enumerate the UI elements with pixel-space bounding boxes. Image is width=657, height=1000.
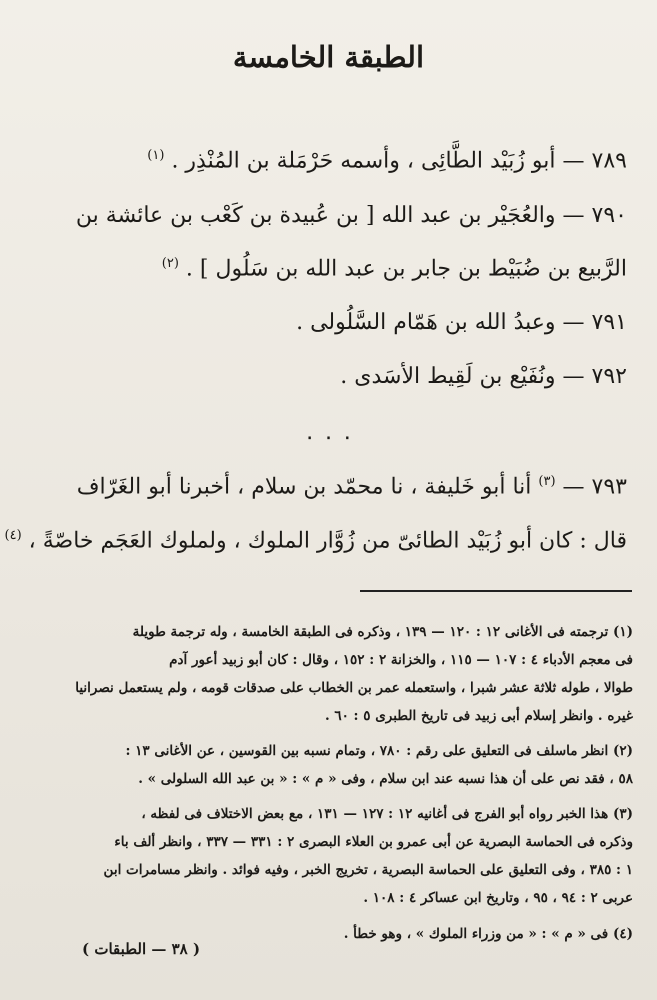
footnotes (20, 737, 633, 793)
entry-793-continued (5, 528, 627, 553)
footnotes (20, 618, 633, 730)
footnote-ref: (٢) (161, 256, 179, 271)
section-heading: الطبقة الخامسة (232, 40, 425, 74)
entry-789 (147, 148, 627, 173)
entry-text: ونُفَيْع بن لَقِيط الأسَدى . (340, 364, 556, 389)
footnote-line: غيره . وانظر إسلام أبى زبيد فى تاريخ الطبرى ٥ : ٦٠ . (324, 708, 633, 724)
footnote-line: ٥٨ ، فقد نص على أن هذا نسبه عند ابن سلام ، وفى « م » : « بن عبد الله السلولى » . (138, 771, 633, 787)
entry-number: ٧٩١ — (562, 310, 627, 335)
entry-text: وعبدُ الله بن هَمّام السَّلُولى . (296, 310, 556, 335)
entry-790 (76, 203, 627, 228)
section-separator: ٠ ٠ ٠ (303, 425, 354, 450)
footnote-line: طوالا ، طوله ثلاثة عشر شبرا ، واستعمله عمر بن الخطاب على صدقات قومه ، ولم يستعمل نصرانيا (75, 680, 633, 696)
footnote-ref: (٣) (538, 474, 556, 489)
entry-793 (77, 474, 627, 499)
entry-text: الرَّبيع بن ضُبَيْط بن جابر بن عبد الله بن سَلُول ] . (185, 256, 627, 282)
footnote-divider (360, 590, 632, 592)
entry-792 (340, 364, 627, 389)
entry-text: أنا أبو خَليفة ، نا محمّد بن سلام ، أخبرنا أبو الغَرّاف (76, 474, 532, 500)
entry-790-continued (162, 256, 627, 281)
footnote-line: (١) ترجمته فى الأغانى ١٢ : ١٢٠ — ١٣٩ ، وذكره فى الطبقة الخامسة ، وله ترجمة طويلة (132, 624, 633, 640)
footnote-ref: (١) (147, 148, 165, 163)
entry-791 (296, 310, 627, 335)
footnote-line: وذكره فى الحماسة البصرية عن أبى عمرو بن العلاء البصرى ٢ : ٣٣١ — ٣٣٧ ، وانظر ألف باء (114, 834, 633, 850)
footnote-line: ١ : ٣٨٥ ، وفى التعليق على الحماسة البصرية ، تخريج الخبر ، وفيه فوائد . وانظر مسامرات ابن (103, 862, 633, 878)
footnote-line: (٤) فى « م » : « من وزراء الملوك » ، وهو خطأ . (343, 926, 633, 942)
footnote-line: (٢) انظر ماسلف فى التعليق على رقم : ٧٨٠ ، وتمام نسبه بين القوسين ، عن الأغانى ١٣ : (125, 743, 633, 759)
entry-text: أبو زُبَيْد الطَّائِى ، وأسمه حَرْمَلة بن المُنْذِر . (171, 148, 556, 174)
footnote-line: (٣) هذا الخبر رواه أبو الفرج فى أغانيه ١٢ : ١٢٧ — ١٣١ ، مع بعض الاختلاف فى لفظه ، (141, 806, 633, 822)
entry-text: والعُجَيْر بن عبد الله [ بن عُبيدة بن كَعْب بن عائشة بن (75, 203, 556, 228)
footnote-line: فى معجم الأدباء ٤ : ١٠٧ — ١١٥ ، والخزانة ٢ : ١٥٢ ، وقال : كان أبو زبيد أعور آدم (169, 652, 633, 668)
footnote-line: عربى ٢ : ٩٤ ، ٩٥ ، وتاريخ ابن عساكر ٤ : ١٠٨ . (363, 890, 633, 906)
footnote-ref: (٤) (4, 528, 22, 543)
entry-number: ٧٩٢ — (562, 364, 627, 389)
entry-number: ٧٨٩ — (562, 148, 627, 174)
footnotes (20, 800, 633, 912)
entry-text: قال : كان أبو زُبَيْد الطائىّ من زُوَّار الملوك ، ولملوك العَجَم خاصّةً ، (28, 528, 627, 554)
entry-number: ٧٩٠ — (562, 203, 627, 228)
entry-number: ٧٩٣ — (562, 474, 627, 500)
page-footer: ( ٣٨ — الطبقات ) (82, 940, 201, 958)
